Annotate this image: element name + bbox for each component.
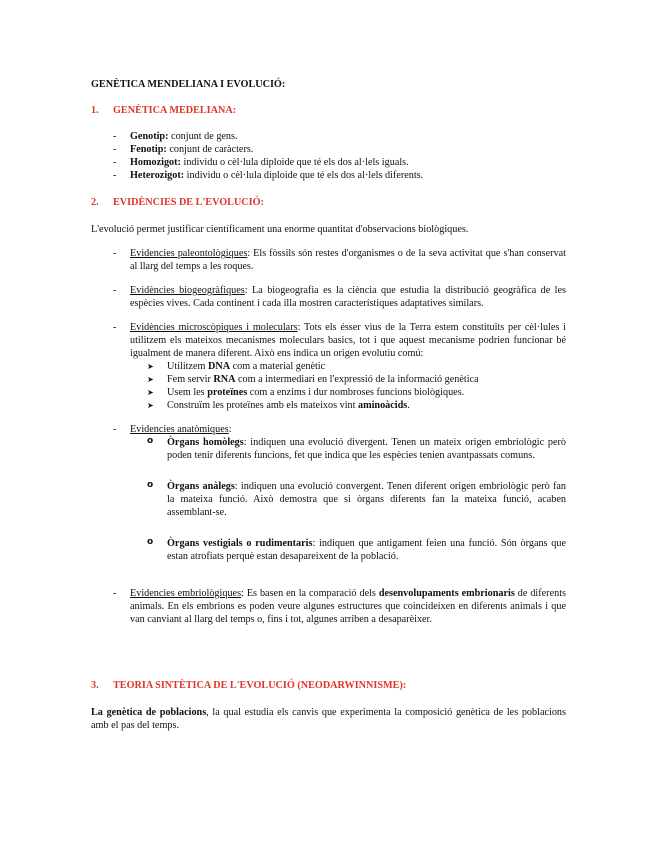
document-title: GENÈTICA MENDELIANA I EVOLUCIÓ: — [91, 79, 286, 90]
evidence-anatomical: - Evidencies anatòmiques: o Òrgans homòlegs: indiquen una evolució divergent. Tenen un mateix origen embriològic però poden tenir diferents funcions, fet que indica que les espècies tenien avantpassats comuns. o Òrgans anàlegs: indiquen una evolució convergent. Tenen diferent origen embriològic però fan la mateixa funció. Això demostra que si òrgans diferents fan la mateixa funció, acaben assemblant-se. o Òrgans vestigials o rudimentaris: indiquen que antigament feien una funció. Són òrgans que estan atrofiats perquè estan desapareixent de la població. — [113, 423, 566, 563]
section-2-heading — [91, 196, 566, 209]
list-item: o Òrgans vestigials o rudimentaris: indiquen que antigament feien una funció. Són òrgans que estan atrofiats perquè estan desapareixent de la població. — [147, 537, 566, 563]
section-2-title: EVIDÈNCIES DE L'EVOLUCIÓ: — [113, 197, 264, 208]
molecular-bullets — [130, 360, 566, 412]
genetics-terms-list — [91, 130, 566, 182]
evidence-paleontological: - Evidencies paleontològiques: Els fòssils són restes d'organismes o de la seva activitat que s'han conservat al llarg del temps a les roques. — [113, 247, 566, 273]
list-item: - Homozigot: individu o cèl·lula diploide que té els dos al·lels iguals. — [113, 156, 566, 169]
evidence-embryological: - Evidencies embriològiques: Es basen en la comparació dels desenvolupaments embrionaris de diferents animals. En els embrions es poden veure algunes estructures que coincideixen en diferents animals i que van canviant al llarg del temps o, fins i tot, algunes arriben a desaparèixer. — [113, 587, 566, 626]
list-item: - Heterozigot: individu o cèl·lula diploide que té els dos al·lels diferents. — [113, 169, 566, 182]
evidence-list — [91, 247, 566, 626]
list-item: o Òrgans homòlegs: indiquen una evolució divergent. Tenen un mateix origen embriològic però poden tenir diferents funcions, fet que indica que les espècies tenien avantpassats comuns. — [147, 436, 566, 462]
document-page — [91, 78, 566, 732]
section-3-heading — [91, 679, 566, 692]
section-3-paragraph: La genètica de poblacions, la qual estudia els canvis que experimenta la composició genètica de les poblacions amb el pas del temps. — [91, 707, 566, 731]
section-1-title: GENÈTICA MEDELIANA: — [113, 105, 237, 116]
section-1-heading — [91, 104, 566, 117]
anatomical-organs-list — [130, 436, 566, 563]
section-3-number: 3. — [91, 680, 99, 691]
list-item: - Fenotip: conjunt de caràcters. — [113, 143, 566, 156]
section-3-title: TEORIA SINTÈTICA DE L'EVOLUCIÓ (NEODARWINNISME): — [113, 680, 407, 691]
evidence-biogeographic: - Evidències biogeogràfiques: La biogeografia es la ciència que estudia la distribució geogràfica de les espècies vives. Cada continent i cada illa mostren característiques adaptatives similars. — [113, 284, 566, 310]
section-1-number: 1. — [91, 105, 99, 116]
list-item: ➤ Construïm les proteïnes amb els mateixos vint aminoàcids. — [147, 399, 566, 412]
list-item: ➤ Fem servir RNA com a intermediari en l'expressió de la informació genètica — [147, 373, 566, 386]
section-2-intro: L'evolució permet justificar científicament una enorme quantitat d'observacions biològiques. — [91, 224, 469, 235]
list-item: ➤ Utilitzem DNA com a material genètic — [147, 360, 566, 373]
list-item: - Genotip: conjunt de gens. — [113, 130, 566, 143]
list-item: o Òrgans anàlegs: indiquen una evolució convergent. Tenen diferent origen embriològic però fan la mateixa funció. Això demostra que si òrgans diferents fan la mateixa funció, acaben assemblant-se. — [147, 480, 566, 519]
section-2-number: 2. — [91, 197, 99, 208]
list-item: ➤ Usem les proteïnes com a enzims i dur nombroses funcions biològiques. — [147, 386, 566, 399]
evidence-molecular: - Evidències microscòpiques i moleculars: Tots els ésser vius de la Terra estem constituïts per cèl·lules i utilitzem els mateixos mecanismes moleculars basics, tot i que aquest mecanisme podrien funcionar bé igualment de manera diferent. Això ens indica un origen evolutiu comú: ➤ Utilitzem DNA com a material genètic ➤ Fem servir RNA com a intermediari en l'expressió de la informació genètica ➤ Usem les proteïnes com a enzims i dur nombroses funcions biològiques. ➤ Construïm les proteïnes amb els mateixos vint aminoàcids. — [113, 321, 566, 412]
